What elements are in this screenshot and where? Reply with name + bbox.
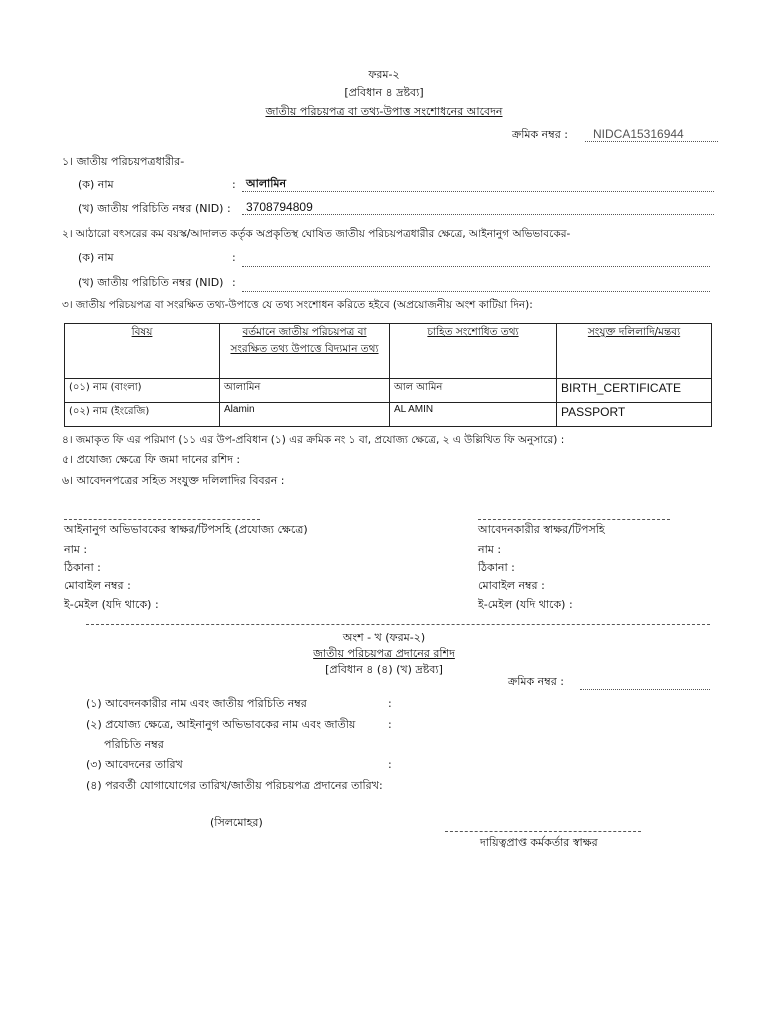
serial-label: ক্রমিক নম্বর : xyxy=(512,128,568,141)
guardian-email-line: ই-মেইল (যদি থাকে) : xyxy=(64,598,159,611)
guardian-signature-line xyxy=(64,519,260,520)
section-4-fee-amount: ৪। জমাকৃত ফি এর পরিমাণ (১১ এর উপ-প্রবিধান (১) এর ক্রমিক নং ১ বা, প্রযোজ্য ক্ষেত্রে, ২ এ উল্লিখিত ফি অনুসারে) : xyxy=(62,434,565,446)
applicant-signature-title: আবেদনকারীর স্বাক্ষর/টিপসহি xyxy=(478,523,605,536)
form-number: ফরম-২ xyxy=(368,68,400,81)
table-row xyxy=(65,379,712,403)
row-document[interactable]: BIRTH_CERTIFICATE xyxy=(557,379,712,403)
section-1-heading: ১। জাতীয় পরিচয়পত্রধারীর- xyxy=(62,155,185,168)
guardian-name-separator: : xyxy=(232,251,236,264)
table-header-row xyxy=(65,324,712,379)
header-attached-documents: সংযুক্ত দলিলাদি/মন্তব্য xyxy=(557,324,712,379)
holder-nid-label: (খ) জাতীয় পরিচিতি নম্বর (NID) : xyxy=(78,202,231,215)
form-title: জাতীয় পরিচয়পত্র বা তথ্য-উপাত্ত সংশোধনের আবেদন xyxy=(265,105,503,118)
row-document[interactable]: PASSPORT xyxy=(557,403,712,427)
cut-line xyxy=(86,624,710,625)
header-subject: বিষয় xyxy=(65,324,220,379)
receipt-item-2: (২) প্রযোজ্য ক্ষেত্রে, আইনানুগ অভিভাবকের নাম এবং জাতীয় xyxy=(86,718,356,731)
officer-signature-label: দায়িত্বপ্রাপ্ত কর্মকর্তার স্বাক্ষর xyxy=(480,836,598,849)
guardian-address-line: ঠিকানা : xyxy=(64,561,101,574)
section-3-heading: ৩। জাতীয় পরিচয়পত্র বা সংরক্ষিত তথ্য-উপাত্তে যে তথ্য সংশোধন করিতে হইবে (অপ্রয়োজনীয় অংশ কাটিয়া দিন): xyxy=(62,299,533,311)
guardian-signature-title: আইনানুগ অভিভাবকের স্বাক্ষর/টিপসহি (প্রযোজ্য ক্ষেত্রে) xyxy=(64,523,308,536)
rule-reference: [প্রবিধান ৪ দ্রষ্টব্য] xyxy=(344,86,424,99)
table-row xyxy=(65,403,712,427)
row-existing-value[interactable]: আলামিন xyxy=(220,379,390,403)
holder-nid-field[interactable]: 3708794809 xyxy=(242,200,714,215)
guardian-mobile-line: মোবাইল নম্বর : xyxy=(64,579,131,592)
guardian-name-field[interactable] xyxy=(242,252,710,267)
section-6-attachments: ৬। আবেদনপত্রের সহিত সংযুক্ত দলিলাদির বিবরন : xyxy=(62,474,285,487)
holder-name-field[interactable]: আলামিন xyxy=(242,177,714,192)
receipt-serial-label: ক্রমিক নম্বর : xyxy=(508,675,564,688)
guardian-nid-field[interactable] xyxy=(242,277,710,292)
serial-number-field[interactable]: NIDCA15316944 xyxy=(585,127,718,142)
guardian-name-label: (ক) নাম xyxy=(78,251,114,264)
header-existing-info: বর্তমানে জাতীয় পরিচয়পত্র বা সংরক্ষিত তথ্য উপাত্তে বিদ্যমান তথ্য xyxy=(220,324,390,379)
receipt-item-2-separator: : xyxy=(388,718,392,731)
guardian-name-line: নাম : xyxy=(64,543,88,556)
receipt-item-3-separator: : xyxy=(388,758,392,771)
header-requested-correction: চাহিত সংশোধিত তথ্য xyxy=(390,324,557,379)
applicant-name-line: নাম : xyxy=(478,543,502,556)
row-subject: (০১) নাম (বাংলা) xyxy=(65,379,220,403)
holder-name-label: (ক) নাম xyxy=(78,178,114,191)
row-subject: (০২) নাম (ইংরেজি) xyxy=(65,403,220,427)
correction-table xyxy=(64,323,712,427)
receipt-item-2-continued: পরিচিতি নম্বর xyxy=(104,738,164,751)
row-corrected-value[interactable]: আল আমিন xyxy=(390,379,557,403)
receipt-serial-field[interactable] xyxy=(580,675,710,690)
section-5-fee-receipt: ৫। প্রযোজ্য ক্ষেত্রে ফি জমা দানের রশিদ : xyxy=(62,453,241,466)
section-2-heading: ২। আঠারো বৎসরের কম বয়স্ক/আদালত কর্তৃক অপ্রকৃতিস্থ ঘোষিত জাতীয় পরিচয়পত্রধারীর ক্ষেত্রে, আইনানুগ অভিভাবকের- xyxy=(62,228,571,240)
row-corrected-value[interactable]: AL AMIN xyxy=(390,403,557,427)
applicant-signature-line xyxy=(478,519,670,520)
receipt-item-1-separator: : xyxy=(388,697,392,710)
receipt-item-4: (৪) পরবর্তী যোগাযোগের তারিখ/জাতীয় পরিচয়পত্র প্রদানের তারিখ: xyxy=(86,779,383,792)
holder-name-separator: : xyxy=(232,178,236,191)
receipt-item-3: (৩) আবেদনের তারিখ xyxy=(86,758,183,771)
receipt-title: জাতীয় পরিচয়পত্র প্রদানের রশিদ xyxy=(313,647,455,660)
applicant-email-line: ই-মেইল (যদি থাকে) : xyxy=(478,598,573,611)
officer-signature-line xyxy=(445,831,641,832)
receipt-part-label: অংশ - খ (ফরম-২) xyxy=(342,631,426,644)
applicant-mobile-line: মোবাইল নম্বর : xyxy=(478,579,545,592)
receipt-item-1: (১) আবেদনকারীর নাম এবং জাতীয় পরিচিতি নম্বর xyxy=(86,697,307,710)
guardian-nid-separator: : xyxy=(232,276,236,289)
applicant-address-line: ঠিকানা : xyxy=(478,561,515,574)
seal-label: (সিলমোহর) xyxy=(210,816,263,829)
receipt-rule-reference: [প্রবিধান ৪ (৪) (খ) দ্রষ্টব্য] xyxy=(325,663,443,676)
guardian-nid-label: (খ) জাতীয় পরিচিতি নম্বর (NID) xyxy=(78,276,224,289)
row-existing-value[interactable]: Alamin xyxy=(220,403,390,427)
